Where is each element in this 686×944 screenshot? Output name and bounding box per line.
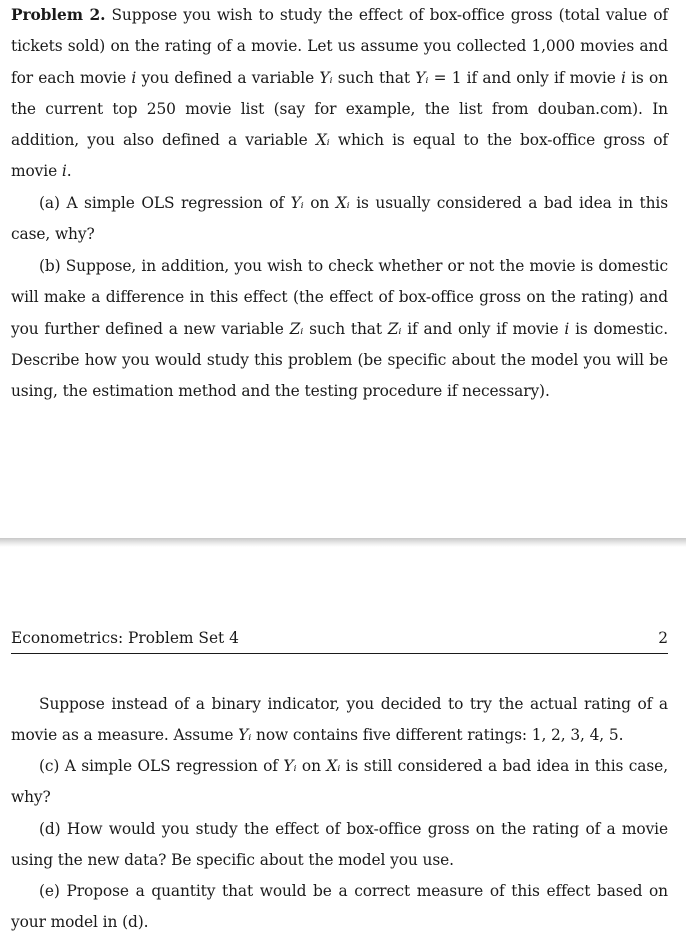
text-segment: on (303, 194, 336, 212)
text-segment: (c) A simple OLS regression of (39, 757, 284, 775)
math-var: Yᵢ (238, 726, 252, 745)
problem-label: Problem 2. (11, 6, 106, 24)
math-var: Yᵢ (283, 757, 297, 775)
math-var: Xᵢ (315, 131, 330, 150)
text-segment: you defined a variable (136, 68, 320, 87)
question-e: (e) Propose a quantity that would be a correct measure of this effect based on your model in (d). (11, 882, 668, 932)
math-var: Yᵢ (415, 68, 429, 87)
rating-intro (11, 689, 668, 752)
math-var: Zᵢ (289, 319, 304, 338)
math-var: Xᵢ (335, 194, 350, 212)
text-segment: if and only if movie (401, 319, 565, 338)
question-c (11, 751, 668, 814)
text-segment: which is equal to the box-office gross of movie (11, 131, 668, 181)
math-var: Yᵢ (319, 68, 333, 87)
text-segment: (a) A simple OLS regression of (39, 194, 291, 212)
text-segment: Suppose you wish to study the effect of box-office gross (total value of tickets sold) on the rating of a movie. Let us assume you collected 1,000 movies and for each movie (11, 6, 668, 87)
text-segment: is usually considered a bad idea in this case, why? (11, 194, 668, 244)
page-number: 2 (658, 629, 668, 647)
math-var: i (564, 319, 570, 338)
text-segment: is on the current top 250 movie list (say for example, the list from douban.com). In addition, you also defined a variable (11, 68, 668, 150)
page-separator (0, 538, 686, 547)
math-var: Zᵢ (387, 319, 402, 338)
text-segment: is domestic. Describe how you would study this problem (be specific about the model you will be using, the estimation method and the testing procedure if necessary). (11, 319, 668, 401)
text-segment: such that (303, 319, 388, 338)
math-var: Yᵢ (290, 194, 304, 212)
text-segment: Suppose instead of a binary indicator, you decided to try the actual rating of a movie as a measure. Assume (11, 695, 668, 745)
math-var: i (621, 68, 626, 87)
page-2 (0, 547, 686, 944)
running-header (11, 629, 668, 654)
question-d: (d) How would you study the effect of box-office gross on the rating of a movie using the new data? Be specific about the model you use. (11, 820, 668, 870)
problem-2-statement (11, 0, 668, 188)
text-segment: = 1 if and only if movie (428, 68, 621, 87)
math-var: i (61, 162, 67, 181)
math-var: i (131, 68, 137, 87)
question-a (11, 188, 668, 251)
text-segment: (b) Suppose, in addition, you wish to check whether or not the movie is domestic will make a difference in this effect (the effect of box-office gross on the rating) and you further defined a new variable (11, 257, 668, 338)
math-var: Xᵢ (326, 757, 341, 775)
text-segment: . (66, 162, 72, 181)
text-segment: such that (332, 68, 416, 87)
text-segment: now contains five different ratings: 1, 2, 3, 4, 5. (251, 726, 624, 745)
text-segment: on (296, 757, 327, 775)
question-b (11, 251, 668, 407)
header-title: Econometrics: Problem Set 4 (11, 629, 239, 647)
text-segment: is still considered a bad idea in this case, why? (11, 757, 668, 807)
